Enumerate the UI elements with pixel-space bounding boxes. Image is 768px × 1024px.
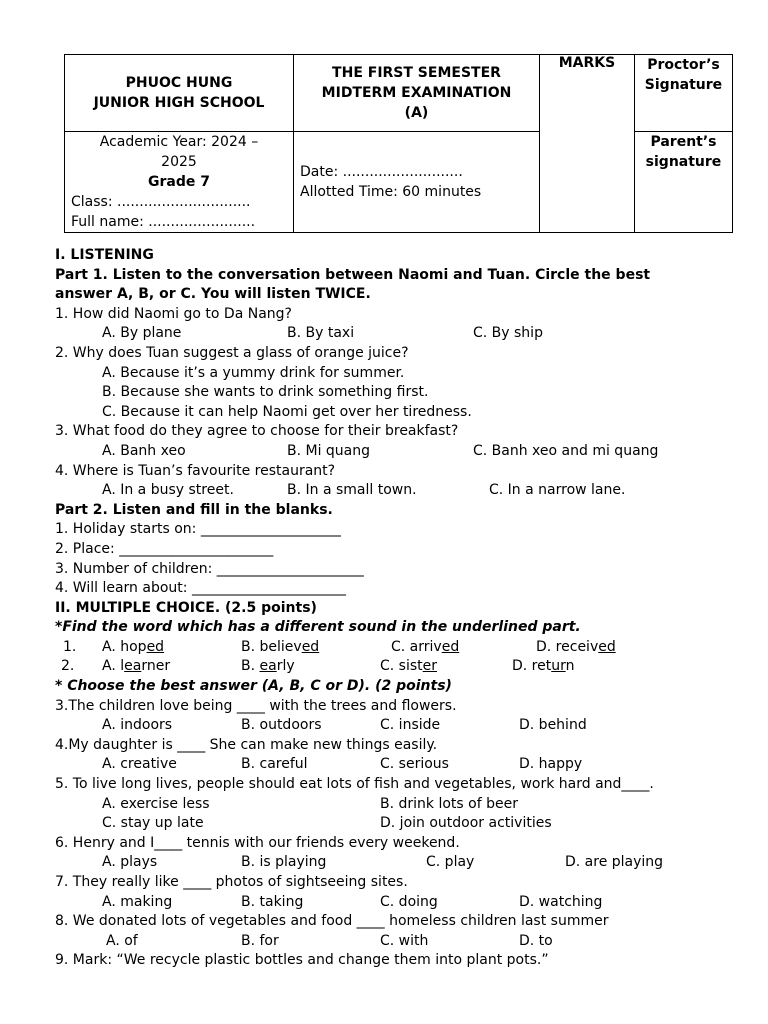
exam-header-table bbox=[64, 54, 733, 233]
option[interactable]: D. behind bbox=[519, 717, 587, 734]
full-name-field[interactable]: Full name: ........................ bbox=[71, 214, 256, 230]
fill-blank-3[interactable]: 3. Number of children: _____________________ bbox=[55, 560, 364, 577]
listening-question-3: 3. What food do they agree to choose for their breakfast? bbox=[55, 423, 459, 440]
pronunciation-instruction: *Find the word which has a different sound in the underlined part. bbox=[55, 619, 581, 636]
option[interactable]: B. drink lots of beer bbox=[380, 795, 518, 812]
section-multiple-choice-title: II. MULTIPLE CHOICE. (2.5 points) bbox=[55, 599, 317, 616]
option[interactable]: C. inside bbox=[380, 717, 441, 734]
mc-question-4: 4.My daughter is ____ She can make new things easily. bbox=[55, 736, 438, 753]
school-name-line2: JUNIOR HIGH SCHOOL bbox=[93, 95, 265, 111]
option[interactable]: A. of bbox=[106, 932, 138, 949]
mc-question-8: 8. We donated lots of vegetables and food ____ homeless children last summer bbox=[55, 913, 609, 930]
exam-title-cell bbox=[294, 55, 540, 132]
option[interactable]: B. for bbox=[241, 932, 279, 949]
grade-label: Grade 7 bbox=[148, 174, 210, 190]
option[interactable]: A. creative bbox=[102, 756, 177, 773]
option[interactable]: C. arrived bbox=[391, 638, 460, 655]
exam-title-line1: THE FIRST SEMESTER bbox=[332, 65, 501, 81]
option[interactable]: C. stay up late bbox=[102, 815, 204, 832]
option[interactable]: B. In a small town. bbox=[287, 482, 417, 499]
listening-q4-options bbox=[55, 481, 735, 501]
mc-q8-options bbox=[55, 932, 735, 952]
date-field[interactable]: Date: ........................... bbox=[300, 164, 463, 180]
mc-question-6: 6. Henry and I____ tennis with our friends every weekend. bbox=[55, 834, 460, 851]
best-answer-instruction: * Choose the best answer (A, B, C or D). (2 points) bbox=[55, 678, 452, 695]
mc-question-5: 5. To live long lives, people should eat lots of fish and vegetables, work hard and____. bbox=[55, 776, 654, 793]
option[interactable]: B. taking bbox=[241, 893, 304, 910]
parent-signature-cell[interactable] bbox=[635, 132, 733, 233]
fill-blank-1[interactable]: 1. Holiday starts on: ____________________ bbox=[55, 521, 341, 538]
mc-q5-options-row1 bbox=[55, 795, 735, 815]
part1-instruction-line1: Part 1. Listen to the conversation between Naomi and Tuan. Circle the best bbox=[55, 266, 651, 283]
option[interactable]: C. Banh xeo and mi quang bbox=[473, 442, 659, 459]
option[interactable]: C. In a narrow lane. bbox=[489, 482, 626, 499]
option[interactable]: B. outdoors bbox=[241, 717, 322, 734]
mc-q3-options bbox=[55, 716, 735, 736]
option[interactable]: A. exercise less bbox=[102, 795, 210, 812]
mc-question-7: 7. They really like ____ photos of sightseeing sites. bbox=[55, 874, 408, 890]
student-info-cell bbox=[65, 132, 294, 233]
listening-question-4: 4. Where is Tuan’s favourite restaurant? bbox=[55, 462, 336, 479]
option[interactable]: D. watching bbox=[519, 893, 603, 910]
listening-q1-options bbox=[55, 324, 735, 344]
proctor-label-line2: Signature bbox=[644, 77, 723, 93]
mc-q6-options bbox=[55, 853, 735, 873]
option[interactable]: D. return bbox=[512, 658, 575, 675]
option[interactable]: B. believed bbox=[241, 638, 320, 655]
exam-title-line3: (A) bbox=[404, 105, 429, 121]
option[interactable]: C. with bbox=[380, 932, 429, 949]
option[interactable]: C. sister bbox=[380, 658, 438, 675]
option[interactable]: C. serious bbox=[380, 756, 449, 773]
part1-instruction-line2: answer A, B, or C. You will listen TWICE. bbox=[55, 286, 371, 303]
fill-blank-2[interactable]: 2. Place: ______________________ bbox=[55, 540, 274, 557]
academic-year-line2: 2025 bbox=[161, 154, 197, 170]
option[interactable]: D. received bbox=[536, 638, 616, 655]
mc-question-3: 3.The children love being ____ with the trees and flowers. bbox=[55, 697, 457, 714]
option[interactable]: B. Because she wants to drink something first. bbox=[102, 384, 429, 401]
parent-signature-label: Parent’s signature bbox=[645, 134, 722, 170]
marks-label: MARKS bbox=[558, 55, 616, 71]
option[interactable]: A. Banh xeo bbox=[102, 442, 186, 459]
marks-cell[interactable] bbox=[540, 55, 635, 233]
proctor-signature-cell[interactable] bbox=[635, 55, 733, 132]
option[interactable]: C. Because it can help Naomi get over her tiredness. bbox=[102, 403, 472, 420]
option[interactable]: D. happy bbox=[519, 756, 583, 773]
mc-question-9: 9. Mark: “We recycle plastic bottles and change them into plant pots.” bbox=[55, 952, 549, 969]
proctor-label-line1: Proctor’s bbox=[647, 57, 720, 73]
option[interactable]: D. are playing bbox=[565, 854, 664, 871]
option[interactable]: A. In a busy street. bbox=[102, 482, 234, 499]
class-field[interactable]: Class: .............................. bbox=[71, 194, 251, 210]
pronunciation-row-1 bbox=[55, 638, 735, 658]
listening-question-2: 2. Why does Tuan suggest a glass of orange juice? bbox=[55, 344, 409, 361]
option[interactable]: A. plays bbox=[102, 854, 158, 871]
mc-q5-options-row2 bbox=[55, 814, 735, 834]
mc-q4-options bbox=[55, 755, 735, 775]
option[interactable]: D. join outdoor activities bbox=[380, 815, 552, 832]
school-name-cell bbox=[65, 55, 294, 132]
academic-year-line1: Academic Year: 2024 – bbox=[99, 134, 259, 150]
option[interactable]: C. doing bbox=[380, 893, 438, 910]
option[interactable]: A. indoors bbox=[102, 717, 173, 734]
option[interactable]: C. By ship bbox=[473, 325, 543, 342]
school-name-line1: PHUOC HUNG bbox=[125, 75, 233, 91]
question-number: 2. bbox=[61, 658, 75, 675]
section-listening-title: I. LISTENING bbox=[55, 247, 154, 263]
option[interactable]: A. By plane bbox=[102, 325, 182, 342]
allotted-time: Allotted Time: 60 minutes bbox=[300, 184, 482, 200]
exam-title-line2: MIDTERM EXAMINATION bbox=[321, 85, 512, 101]
option[interactable]: D. to bbox=[519, 932, 553, 949]
mc-q7-options bbox=[55, 893, 735, 913]
option[interactable]: A. hoped bbox=[102, 638, 165, 655]
listening-question-1: 1. How did Naomi go to Da Nang? bbox=[55, 305, 292, 322]
pronunciation-row-2 bbox=[55, 657, 735, 677]
option[interactable]: A. learner bbox=[102, 658, 171, 675]
option[interactable]: A. making bbox=[102, 893, 173, 910]
date-time-cell bbox=[294, 132, 540, 233]
question-number: 1. bbox=[63, 638, 77, 655]
option[interactable]: B. By taxi bbox=[287, 325, 355, 342]
part2-instruction: Part 2. Listen and fill in the blanks. bbox=[55, 501, 333, 518]
fill-blank-4[interactable]: 4. Will learn about: ______________________ bbox=[55, 580, 346, 597]
option[interactable]: B. Mi quang bbox=[287, 442, 371, 459]
option[interactable]: B. early bbox=[241, 658, 295, 675]
listening-q3-options bbox=[55, 442, 735, 462]
exam-body bbox=[55, 246, 735, 971]
option[interactable]: B. is playing bbox=[241, 854, 327, 871]
option[interactable]: B. careful bbox=[241, 756, 308, 773]
option[interactable]: C. play bbox=[426, 854, 475, 871]
option[interactable]: A. Because it’s a yummy drink for summer. bbox=[102, 364, 405, 381]
